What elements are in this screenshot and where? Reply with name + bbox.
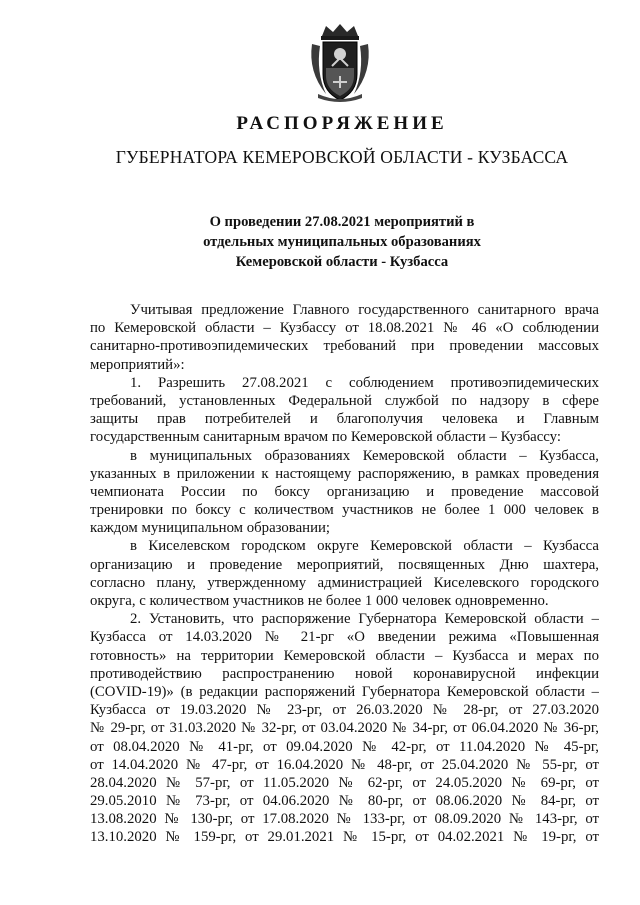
title-line: отдельных муниципальных образованиях: [203, 234, 481, 250]
body-line: противодействию распространению новой коронавирусной инфекции: [90, 665, 599, 682]
issuer-heading: ГУБЕРНАТОРА КЕМЕРОВСКОЙ ОБЛАСТИ - КУЗБАССА: [115, 147, 569, 167]
body-line: готовность» на территории Кемеровской области – Кузбасса и мерах по: [90, 647, 599, 664]
coat-of-arms-icon: [306, 22, 374, 104]
body-line: 1. Разрешить 27.08.2021 с соблюдением противоэпидемических: [130, 374, 599, 391]
body-line: от 14.04.2020 № 47-рг, от 16.04.2020 № 48-рг, от 25.04.2020 № 55-рг, от: [90, 756, 599, 773]
body-line: (COVID-19)» (в редакции распоряжений Губернатора Кемеровской области –: [90, 683, 599, 700]
body-line: санитарно-противоэпидемических требований при проведении массовых: [90, 338, 599, 355]
body-line: организацию и проведение мероприятий, посвященных Дню шахтера,: [90, 556, 599, 573]
document-type-heading: РАСПОРЯЖЕНИЕ: [236, 113, 448, 134]
document-body: [90, 301, 599, 847]
body-line: 29.05.2010 № 73-рг, от 04.06.2020 № 80-рг, от 08.06.2020 № 84-рг, от: [90, 793, 599, 810]
document-title: [180, 212, 504, 272]
body-line: 2. Установить, что распоряжение Губернатора Кемеровской области –: [130, 611, 599, 628]
body-line: по Кемеровской области – Кузбассу от 18.08.2021 № 46 «О соблюдении: [90, 320, 599, 337]
body-line: государственным санитарным врачом по Кемеровской области – Кузбассу:: [90, 429, 561, 446]
body-line: округа, с количеством участников не более 1 000 человек одновременно.: [90, 593, 549, 609]
body-line: мероприятий»:: [90, 356, 185, 373]
body-line: чемпионата России по боксу организацию и проведение массовой: [90, 483, 599, 500]
body-line: 28.04.2020 № 57-рг, от 11.05.2020 № 62-рг, от 24.05.2020 № 69-рг, от: [90, 774, 599, 791]
title-line: Кемеровской области - Кузбасса: [235, 254, 449, 270]
body-line: № 29-рг, от 31.03.2020 № 32-рг, от 03.04.2020 № 34-рг, от 06.04.2020 № 36-рг,: [90, 720, 599, 737]
body-line: тренировки по боксу с количеством участников не более 1 000 человек в: [90, 502, 599, 519]
title-line: О проведении 27.08.2021 мероприятий в: [209, 214, 475, 230]
body-line: Кузбасса от 14.03.2020 № 21-рг «О введении режима «Повышенная: [90, 629, 599, 646]
body-line: согласно плану, утвержденному администрацией Киселевского городского: [90, 574, 599, 591]
body-line: требований, установленных Федеральной службой по надзору в сфере: [90, 392, 599, 409]
body-line: защиты прав потребителей и благополучия человека и Главным: [90, 411, 599, 428]
body-line: 13.08.2020 № 130-рг, от 17.08.2020 № 133-рг, от 08.09.2020 № 143-рг, от: [90, 811, 599, 828]
body-line: 13.10.2020 № 159-рг, от 29.01.2021 № 15-рг, от 04.02.2021 № 19-рг, от: [90, 829, 599, 846]
body-line: в муниципальных образованиях Кемеровской области – Кузбасса,: [130, 447, 599, 464]
body-line: каждом муниципальном образовании;: [90, 520, 331, 537]
body-line: в Киселевском городском округе Кемеровской области – Кузбасса: [130, 538, 599, 555]
body-line: Кузбасса от 19.03.2020 № 23-рг, от 26.03.2020 № 28-рг, от 27.03.2020: [90, 702, 599, 719]
body-line: Учитывая предложение Главного государственного санитарного врача: [130, 302, 599, 318]
body-line: указанных в приложении к настоящему распоряжению, в рамках проведения: [90, 465, 599, 482]
body-line: от 08.04.2020 № 41-рг, от 09.04.2020 № 42-рг, от 11.04.2020 № 45-рг,: [90, 738, 599, 755]
